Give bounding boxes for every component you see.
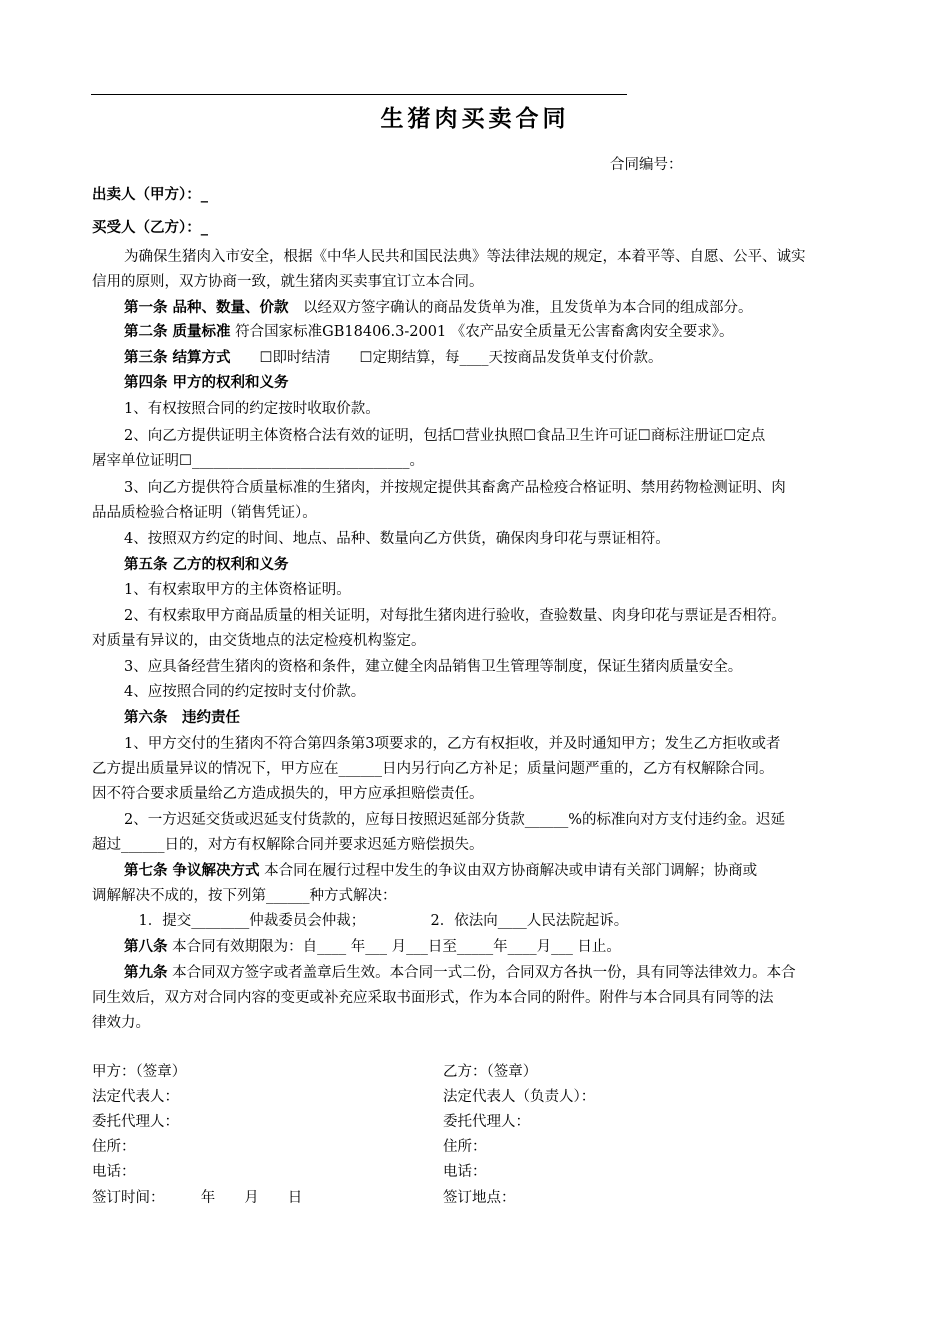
clause-heading: 第七条 争议解决方式 [124,863,260,879]
clause-line-a7b [92,884,862,908]
clause-line-a6_1c [92,782,862,806]
clause-line-a5_4 [124,680,862,704]
clause-text: 本合同在履行过程中发生的争议由双方协商解决或申请有关部门调解；协商或 [259,863,758,879]
clause-text: 品品质检验合格证明（销售凭证）。 [92,505,317,521]
clause-heading: 第二条 质量标准 [124,324,231,340]
clause-line-a6_1a [124,732,862,756]
clause-text: 以经双方签字确认的商品发货单为准，且发货单为本合同的组成部分。 [288,300,753,316]
clause-line-a5_1 [124,578,862,602]
clause-line-a9a [124,961,862,985]
clause-line-a7c [124,909,862,933]
clause-text: 律效力。 [92,1015,150,1031]
clause-text: 调解解决不成的，按下列第______种方式解决： [92,888,397,904]
clause-text: 信用的原则，双方协商一致，就生猪肉买卖事宜订立本合同。 [92,274,484,290]
right-signature-line: 法定代表人（负责人）： [443,1089,596,1105]
clause-line-a4 [124,371,862,395]
contract-number-label: 合同编号： [610,157,683,173]
clause-line-a6_2b [92,833,862,857]
clause-text: 本合同双方签字或者盖章后生效。本合同一式二份，合同双方各执一份，具有同等法律效力。本合 [167,965,796,981]
clause-text: 因不符合要求质量给乙方造成损失的，甲方应承担赔偿责任。 [92,786,484,802]
left-signature-line: 委托代理人： [92,1114,179,1130]
clause-text: 对质量有异议的，由交货地点的法定检疫机构鉴定。 [92,633,426,649]
left-signature-line: 法定代表人： [92,1089,179,1105]
clause-heading: 第六条 违约责任 [124,710,240,726]
clause-text: ☐即时结清 ☐定期结算，每____天按商品发货单支付价款。 [230,350,663,366]
clause-heading: 第三条 结算方式 [124,350,231,366]
left-signature-line: 住所： [92,1139,136,1155]
clause-heading: 第九条 [124,965,168,981]
left-signature-line: 电话： [92,1164,136,1180]
clause-line-a2 [124,320,862,344]
right-signature-line: 委托代理人： [443,1114,530,1130]
right-signature-line: 签订地点： [443,1190,516,1206]
clause-heading: 第五条 乙方的权利和义务 [124,557,289,573]
clause-line-a5_2a [124,604,862,628]
clause-text: 4、应按照合同的约定按时支付价款。 [124,684,366,700]
clause-line-a5_3 [124,655,862,679]
right-signature-line: 住所： [443,1139,487,1155]
right-signature-line: 乙方：（签章） [443,1064,538,1080]
buyer-label: 买受人（乙方）：_ [92,220,208,236]
clause-line-a9b [92,986,862,1010]
clause-text: 1、甲方交付的生猪肉不符合第四条第3项要求的，乙方有权拒收，并及时通知甲方；发生乙方拒收或者 [124,736,781,752]
left-signature-line: 签订时间： 年 月 日 [92,1190,303,1206]
clause-text: 2、一方迟延交货或迟延支付货款的，应每日按照迟延部分货款______%的标准向对方支付违约金。迟延 [124,812,785,828]
clause-line-a5_2b [92,629,862,653]
clause-line-a3 [124,346,862,370]
clause-text: 符合国家标准GB18406.3-2001 《农产品安全质量无公害畜禽肉安全要求》。 [230,324,734,340]
clause-text: 超过______日的，对方有权解除合同并要求迟延方赔偿损失。 [92,837,484,853]
clause-line-a8 [124,935,862,959]
left-signature-line: 甲方：（签章） [92,1064,187,1080]
page-title: 生猪肉买卖合同 [380,106,570,132]
clause-text: 屠宰单位证明☐______________________________。 [92,453,424,469]
clause-line-intro1 [124,245,862,269]
clause-text: 3、应具备经营生猪肉的资格和条件，建立健全肉品销售卫生管理等制度，保证生猪肉质量安全。 [124,659,743,675]
clause-text: 2、有权索取甲方商品质量的相关证明，对每批生猪肉进行验收，查验数量、肉身印花与票证是否相符。 [124,608,786,624]
clause-line-a4_2b [92,449,862,473]
clause-line-a7a [124,859,862,883]
clause-line-a1 [124,296,862,320]
clause-line-a6 [124,706,862,730]
clause-text: 为确保生猪肉入市安全，根据《中华人民共和国民法典》等法律法规的规定，本着平等、自愿、公平、诚实 [124,249,806,265]
clause-text: 1、有权按照合同的约定按时收取价款。 [124,401,380,417]
clause-text: 2、向乙方提供证明主体资格合法有效的证明，包括☐营业执照☐食品卫生许可证☐商标注册证☐定点 [124,428,766,444]
clause-heading: 第一条 品种、数量、价款 [124,300,289,316]
header-rule [91,94,627,95]
clause-line-a4_3a [124,476,862,500]
clause-text: 乙方提出质量异议的情况下，甲方应在______日内另行向乙方补足；质量问题严重的，乙方有权解除合同。 [92,761,774,777]
clause-line-intro2 [92,270,862,294]
clause-heading: 第八条 [124,939,168,955]
clause-text: 同生效后，双方对合同内容的变更或补充应采取书面形式，作为本合同的附件。附件与本合同具有同等的法 [92,990,774,1006]
clause-line-a6_2a [124,808,862,832]
clause-line-a4_1 [124,397,862,421]
clause-heading: 第四条 甲方的权利和义务 [124,375,289,391]
clause-text: 1、有权索取甲方的主体资格证明。 [124,582,351,598]
right-signature-line: 电话： [443,1164,487,1180]
clause-line-a4_2a [124,424,862,448]
clause-text: 3、向乙方提供符合质量标准的生猪肉，并按规定提供其畜禽产品检疫合格证明、禁用药物检测证明、肉 [124,480,786,496]
clause-line-a4_3b [92,501,862,525]
clause-text: 本合同有效期限为：自____ 年___ 月___日至_____年____月___ 日止。 [167,939,621,955]
clause-line-a4_4 [124,527,862,551]
clause-line-a5 [124,553,862,577]
clause-line-a6_1b [92,757,862,781]
seller-label: 出卖人（甲方）：_ [92,187,208,203]
clause-text: 4、按照双方约定的时间、地点、品种、数量向乙方供货，确保肉身印花与票证相符。 [124,531,670,547]
clause-text: 1．提交________仲裁委员会仲裁； 2．依法向____人民法院起诉。 [124,913,629,929]
clause-line-a9c [92,1011,862,1035]
